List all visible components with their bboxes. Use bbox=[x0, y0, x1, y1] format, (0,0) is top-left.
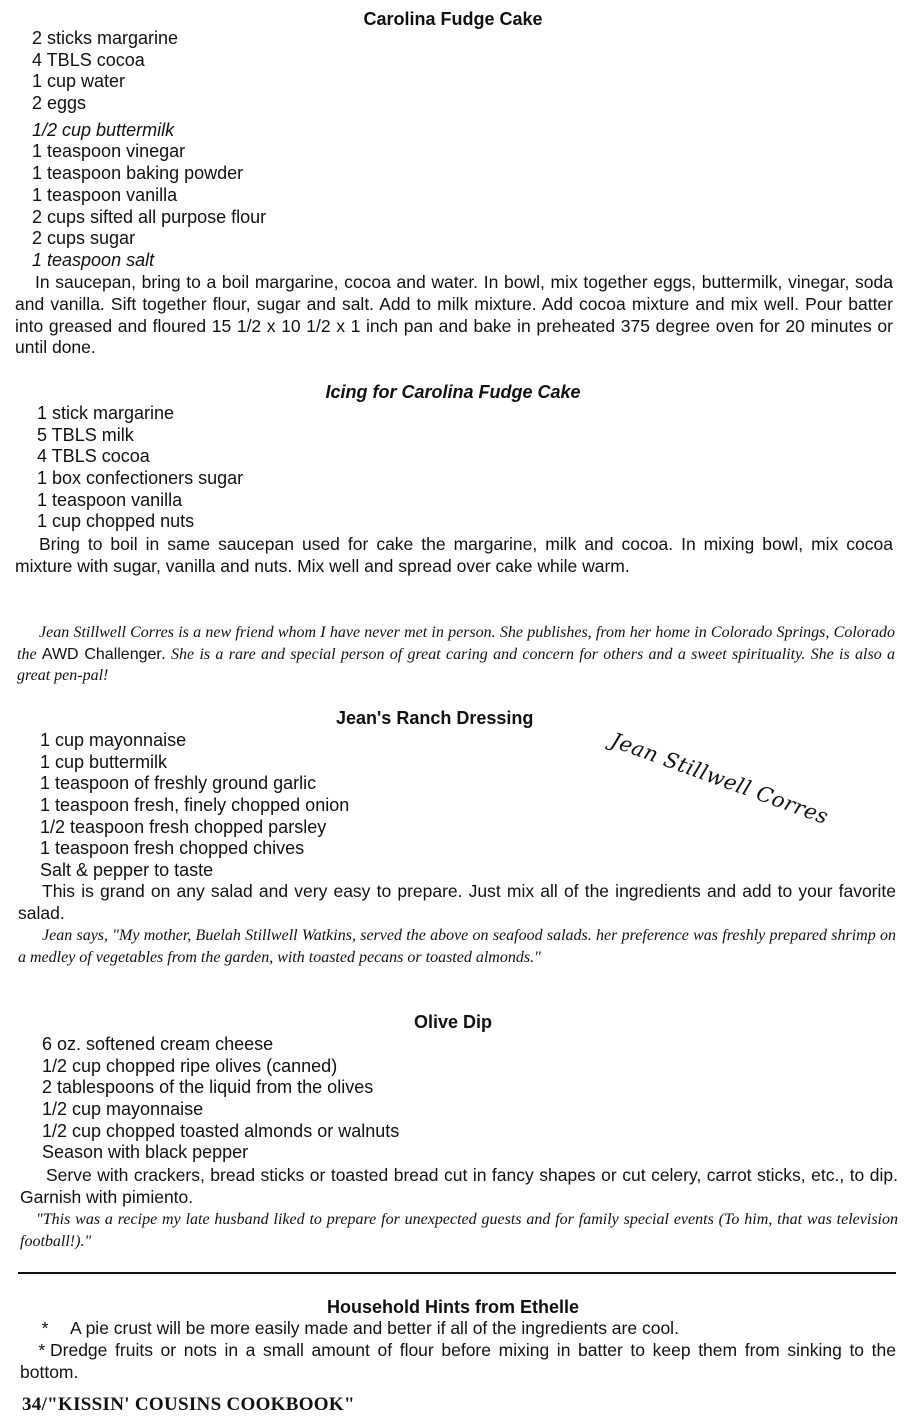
ingredient: 4 TBLS cocoa bbox=[37, 446, 150, 467]
fudge-cake-directions: In saucepan, bring to a boil margarine, cocoa and water. In bowl, mix together eggs, buttermilk, vinegar, soda and vanilla. Sift together flour, sugar and salt. Add to milk mixture. Add cocoa mixture and mix well. Pour batter into greased and floured 15 1/2 x 10 1/2 x 1 inch pan and bake in preheated 375 degree oven for 20 minutes or until done. bbox=[15, 272, 893, 358]
section-divider bbox=[18, 1272, 896, 1274]
ingredient: 2 sticks margarine bbox=[32, 28, 179, 48]
ingredient: 2 eggs bbox=[32, 93, 87, 114]
ingredient: 1 cup buttermilk bbox=[40, 751, 168, 772]
fudge-cake-ingredients bbox=[32, 28, 266, 272]
jean-intro-start: Jean Stillwell Corres is a new friend whom I have never met in person. She publishes, from her home in Colorado Springs, Colorado the bbox=[17, 624, 895, 663]
bullet-icon: * bbox=[41, 1318, 49, 1338]
ingredient: 1 teaspoon vanilla bbox=[37, 489, 183, 510]
ingredient: 1 box confectioners sugar bbox=[37, 468, 244, 489]
ingredient: 1 stick margarine bbox=[37, 403, 175, 423]
ingredient: 1 cup mayonnaise bbox=[40, 730, 187, 750]
ingredient: 1 teaspoon of freshly ground garlic bbox=[40, 773, 317, 794]
ingredient: 1 teaspoon vanilla bbox=[32, 184, 178, 205]
olive-dip-directions: Serve with crackers, bread sticks or toasted bread cut in fancy shapes or cut celery, carrot sticks, etc., to dip. Garnish with pimiento. bbox=[20, 1165, 898, 1207]
ingredient: 1 teaspoon fresh chopped chives bbox=[40, 838, 305, 859]
ingredient: 1 teaspoon fresh, finely chopped onion bbox=[40, 795, 350, 816]
ingredient: 1 teaspoon vinegar bbox=[32, 141, 186, 162]
ingredient: 1/2 teaspoon fresh chopped parsley bbox=[40, 816, 327, 837]
publication-name: AWD Challenger bbox=[41, 645, 162, 663]
ingredient: 6 oz. softened cream cheese bbox=[42, 1034, 274, 1054]
icing-title: Icing for Carolina Fudge Cake bbox=[325, 382, 581, 402]
icing-directions: Bring to boil in same saucepan used for cake the margarine, milk and cocoa. In mixing bowl, mix cocoa mixture with sugar, vanilla and nuts. Mix well and spread over cake while warm. bbox=[15, 534, 893, 576]
olive-dip-ingredients bbox=[42, 1034, 399, 1164]
ingredient: 2 cups sugar bbox=[32, 228, 136, 249]
ingredient: 1/2 cup buttermilk bbox=[32, 119, 175, 140]
hint-text: Dredge fruits or nots in a small amount of flour before mixing in batter to keep them from sinking to the bottom. bbox=[20, 1340, 896, 1382]
ranch-title: Jean's Ranch Dressing bbox=[336, 708, 534, 728]
ingredient: Salt & pepper to taste bbox=[40, 860, 214, 881]
jean-intro bbox=[17, 622, 895, 687]
page-footer: 34/"KISSIN' COUSINS COOKBOOK" bbox=[22, 1394, 355, 1415]
fudge-cake-title: Carolina Fudge Cake bbox=[363, 9, 543, 29]
ingredient: 1 teaspoon baking powder bbox=[32, 163, 244, 184]
ingredient: 5 TBLS milk bbox=[37, 424, 134, 445]
bullet-icon: * bbox=[38, 1340, 50, 1360]
hint-item bbox=[20, 1340, 896, 1384]
ingredient: 1 cup water bbox=[32, 71, 126, 92]
ranch-directions: This is grand on any salad and very easy to prepare. Just mix all of the ingredients and add to your favorite salad. bbox=[18, 881, 896, 923]
ingredient: 1/2 cup chopped ripe olives (canned) bbox=[42, 1055, 338, 1076]
ingredient: 1/2 cup chopped toasted almonds or walnuts bbox=[42, 1120, 400, 1141]
ingredient: Season with black pepper bbox=[42, 1142, 249, 1163]
ingredient: 4 TBLS cocoa bbox=[32, 49, 145, 70]
ranch-ingredients bbox=[40, 730, 349, 882]
jean-intro-end: . She is a rare and special person of great caring and concern for others and a sweet spirituality. She is also a great pen-pal! bbox=[17, 645, 896, 684]
hint-text: A pie crust will be more easily made and better if all of the ingredients are cool. bbox=[70, 1318, 679, 1338]
ingredient: 2 tablespoons of the liquid from the olives bbox=[42, 1077, 374, 1098]
ingredient: 2 cups sifted all purpose flour bbox=[32, 206, 267, 227]
ingredient: 1/2 cup mayonnaise bbox=[42, 1099, 204, 1120]
hints-title: Household Hints from Ethelle bbox=[326, 1297, 580, 1317]
ingredient: 1 cup chopped nuts bbox=[37, 511, 195, 532]
signature: Jean Stillwell Corres bbox=[607, 728, 832, 830]
olive-dip-quote: "This was a recipe my late husband liked to prepare for unexpected guests and for family special events (To him, that was television football!)." bbox=[20, 1211, 898, 1250]
olive-dip-title: Olive Dip bbox=[413, 1012, 493, 1032]
ranch-quote: Jean says, "My mother, Buelah Stillwell Watkins, served the above on seafood salads. her preference was freshly prepared shrimp on a medley of vegetables from the garden, with toasted pecans or toasted almonds." bbox=[18, 927, 896, 966]
ingredient: 1 teaspoon salt bbox=[32, 249, 155, 270]
icing-ingredients bbox=[37, 403, 243, 533]
hint-item bbox=[20, 1318, 896, 1340]
